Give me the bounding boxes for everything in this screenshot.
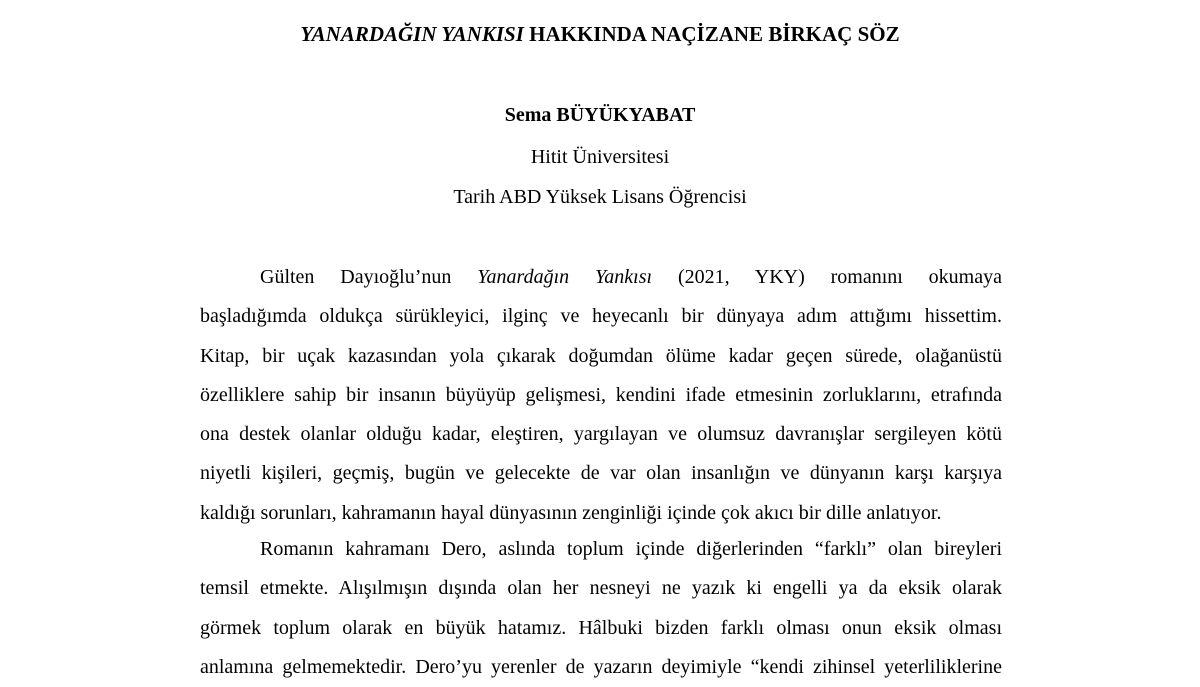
paragraph-line: niyetli kişileri, geçmiş, bugün ve gelecekte de var olan insanlığın ve dünyanın karşı karşıya (200, 462, 1002, 485)
paragraph-text: Gülten Dayıoğlu’nun (260, 266, 478, 288)
author-affiliation-university: Hitit Üniversitesi (530, 146, 670, 168)
author-name: Sema BÜYÜKYABAT (504, 104, 696, 126)
paragraph-line: başladığımda oldukça sürükleyici, ilginç ve heyecanlı bir dünyaya adım attığımı hissettim. (200, 305, 1002, 328)
paragraph-line: temsil etmekte. Alışılmışın dışında olan her nesneyi ne yazık ki engelli ya da eksik olarak (200, 577, 1002, 600)
paragraph-line: özelliklere sahip bir insanın büyüyüp gelişmesi, kendini ifade etmesinin zorluklarını, etrafında (200, 383, 1002, 406)
author-affiliation-program: Tarih ABD Yüksek Lisans Öğrencisi (453, 186, 747, 208)
paragraph-text: (2021, YKY) romanını okumaya (652, 266, 1002, 288)
paragraph-line: Kitap, bir uçak kazasından yola çıkarak doğumdan ölüme kadar geçen sürede, olağanüstü (200, 344, 1002, 367)
title-rest: HAKKINDA NAÇİZANE BİRKAÇ SÖZ (523, 22, 900, 46)
document-title (0, 22, 1200, 46)
paragraph-line (200, 258, 1002, 297)
paragraph-2 (200, 530, 1002, 687)
paragraph-line: ona destek olanlar olduğu kadar, eleştiren, yargılayan ve olumsuz davranışlar sergileyen kötü (200, 423, 1002, 446)
paragraph-line: Romanın kahramanı Dero, aslında toplum içinde diğerlerinden “farklı” olan bireyleri (260, 538, 1002, 560)
book-title-italic: Yanardağın Yankısı (477, 266, 653, 288)
paragraph-line: kaldığı sorunları, kahramanın hayal dünyasının zenginliği içinde çok akıcı bir dille anlatıyor. (200, 501, 942, 524)
title-italic-part: YANARDAĞIN YANKISI (300, 22, 524, 46)
paragraph-line: görmek toplum olarak en büyük hatamız. Hâlbuki bizden farklı olması onun eksik olması (200, 616, 1002, 639)
paragraph-line: anlamına gelmemektedir. Dero’yu yerenler de yazarın deyimiyle “kendi zihinsel yeterliliklerine (200, 655, 1002, 678)
paragraph-1 (200, 258, 1002, 533)
